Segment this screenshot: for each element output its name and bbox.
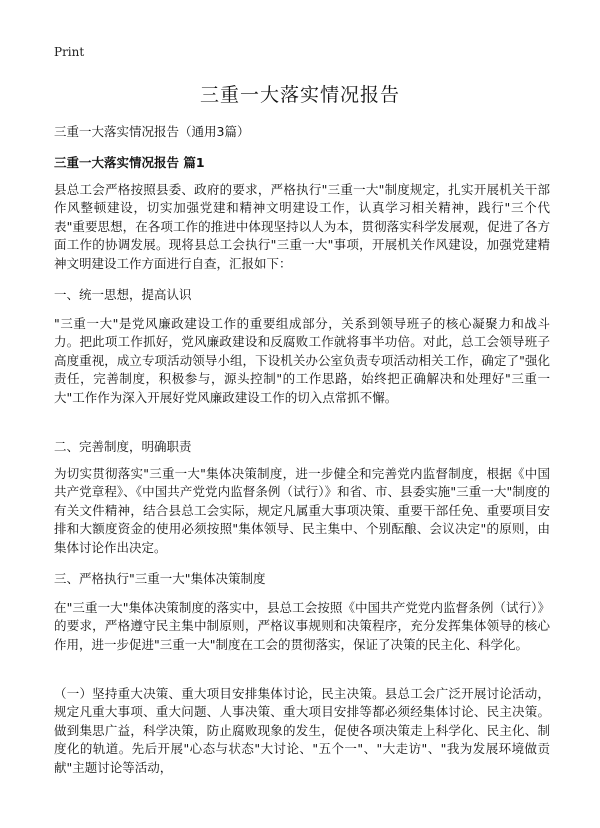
page-title: 三重一大落实情况报告 [199, 84, 400, 106]
paragraph-unify-thinking: "三重一大"是党风廉政建设工作的重要组成部分，关系到领导班子的核心凝聚力和战斗力。把此项工作抓好，党风廉政建设和反腐败工作就将事半功倍。对此，总工会领导班子高度重视，成立专项活动领导小组，下设机关办公室负责专项活动相关工作，确定了"强化责任，完善制度，积极参与，源头控制"的工作思路，始终把正确解决和处理好"三重一大"工作作为深入开展好党风廉政建设工作的切入点常抓不懈。 [54, 316, 550, 405]
heading-execute-system: 三、严格执行"三重一大"集体决策制度 [54, 571, 266, 586]
section-heading: 三重一大落实情况报告 篇1 [54, 155, 205, 170]
heading-improve-system: 二、完善制度，明确职责 [54, 439, 192, 454]
print-link[interactable]: Print [54, 45, 85, 59]
heading-unify-thinking: 一、统一思想，提高认识 [54, 287, 192, 302]
paragraph-collective-decision: （一）坚持重大决策、重大项目安排集体讨论，民主决策。县总工会广泛开展讨论活动，规定凡重大事项、重大问题、人事决策、重大项目安排等都必须经集体讨论、民主决策。做到集思广益，科学决策，防止腐败现象的发生，促使各项决策走上科学化、民主化、制度化的轨道。先后开展"心态与状态"大讨论、"五个一"、"大走访"、"我为发展环境做贡献"主题讨论等活动， [54, 686, 550, 775]
paragraph-improve-system: 为切实贯彻落实"三重一大"集体决策制度，进一步健全和完善党内监督制度，根据《中国共产党章程》、《中国共产党党内监督条例（试行）》和省、市、县委实施"三重一大"制度的有关文件精神，结合县总工会实际，规定凡属重大事项决策、重要干部任免、重要项目安排和大额度资金的使用必须按照"集体领导、民主集中、个别酝酿、会议决定"的原则，由集体讨论作出决定。 [54, 466, 550, 555]
paragraph-intro: 县总工会严格按照县委、政府的要求，严格执行"三重一大"制度规定，扎实开展机关干部作风整顿建设，切实加强党建和精神文明建设工作，认真学习相关精神，践行"三个代表"重要思想，在各项工作的推进中体现坚持以人为本，贯彻落实科学发展观，促进了各方面工作的协调发展。现将县总工会执行"三重一大"事项，开展机关作风建设，加强党建精神文明建设工作方面进行自查，汇报如下： [54, 182, 550, 271]
paragraph-execute-system: 在"三重一大"集体决策制度的落实中，县总工会按照《中国共产党党内监督条例（试行）》的要求，严格遵守民主集中制原则，严格议事规则和决策程序，充分发挥集体领导的核心作用，进一步促进"三重一大"制度在工会的贯彻落实，保证了决策的民主化、科学化。 [54, 600, 550, 652]
document-subtitle: 三重一大落实情况报告（通用3篇） [54, 124, 250, 139]
